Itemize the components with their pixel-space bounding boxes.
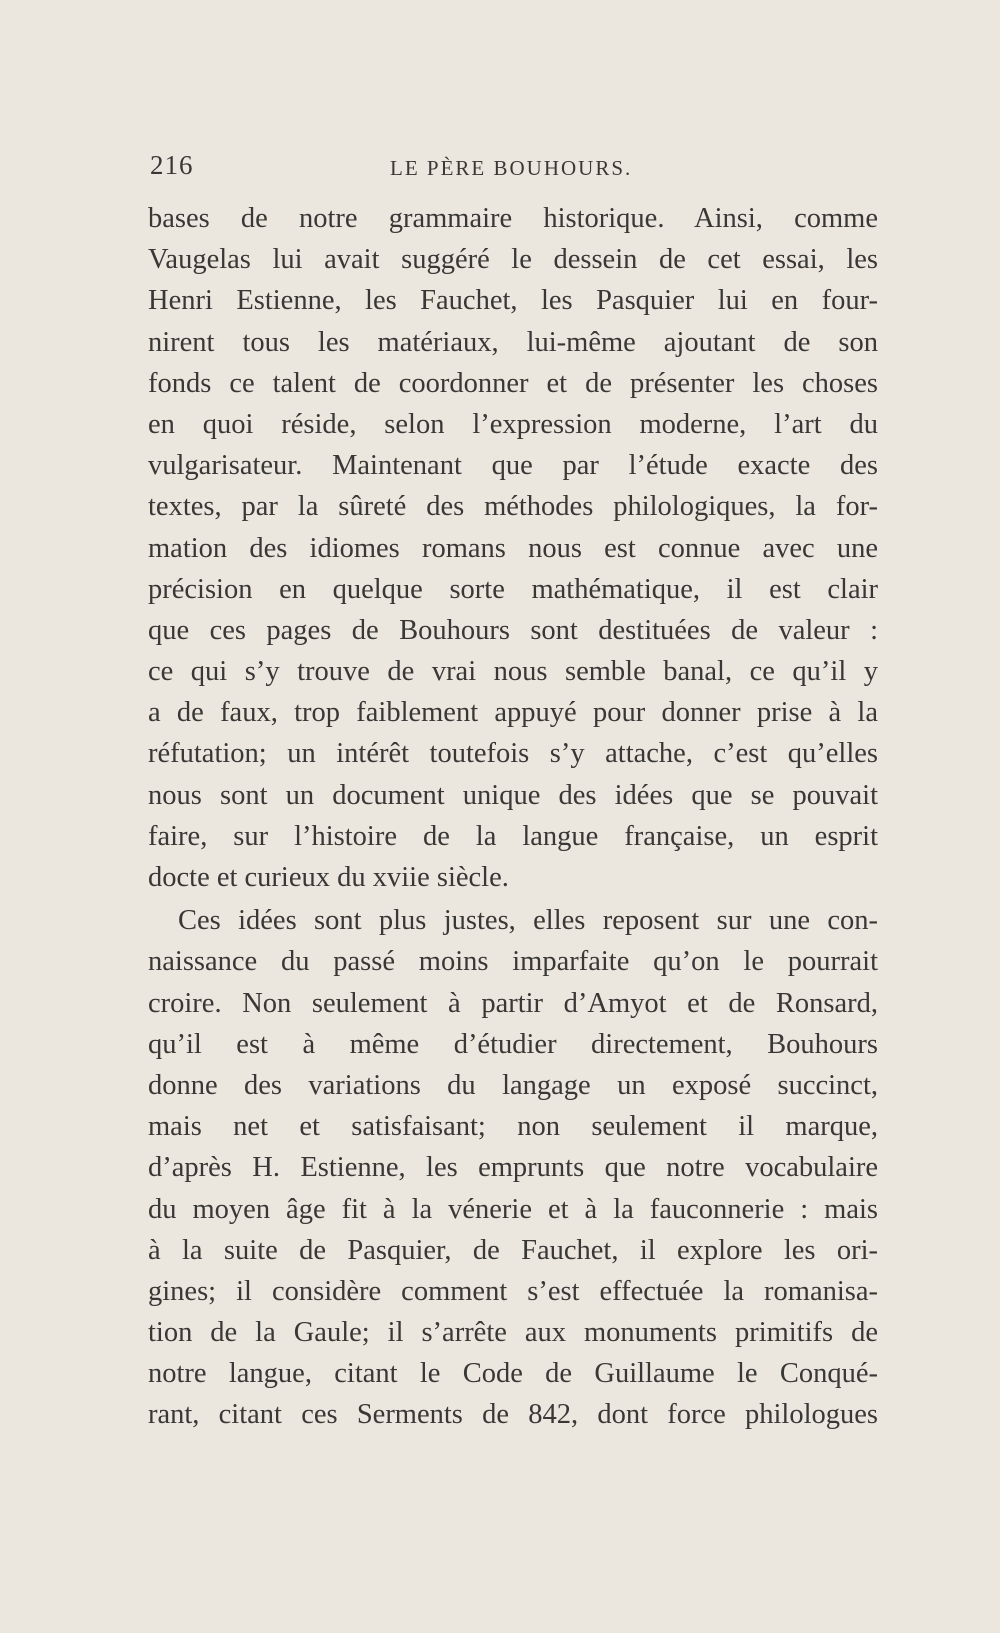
text-line: bases de notre grammaire historique. Ainsi, comme	[148, 203, 878, 234]
text-line: Vaugelas lui avait suggéré le dessein de cet essai, les	[148, 244, 878, 276]
text-line: d’après H. Estienne, les emprunts que notre vocabulaire	[148, 1152, 878, 1184]
text-line: Ces idées sont plus justes, elles reposent sur une con-	[178, 905, 878, 937]
body-text	[148, 198, 878, 1436]
text-line: qu’il est à même d’étudier directement, Bouhours	[148, 1028, 878, 1060]
text-line: Henri Estienne, les Fauchet, les Pasquier lui en four-	[148, 285, 878, 317]
text-line: en quoi réside, selon l’expression moderne, l’art du	[148, 408, 878, 440]
text-line: mation des idiomes romans nous est connue avec une	[148, 532, 878, 564]
text-line: mais net et satisfaisant; non seulement il marque,	[148, 1111, 878, 1143]
text-line: du moyen âge fit à la vénerie et à la fauconnerie : mais	[148, 1193, 878, 1225]
text-line: réfutation; un intérêt toutefois s’y attache, c’est qu’elles	[148, 738, 878, 770]
paragraph-1	[148, 198, 878, 898]
text-line: a de faux, trop faiblement appuyé pour donner prise à la	[148, 697, 878, 729]
text-line: textes, par la sûreté des méthodes philologiques, la for-	[148, 491, 878, 523]
text-line: précision en quelque sorte mathématique, il est clair	[148, 573, 878, 605]
text-line: naissance du passé moins imparfaite qu’on le pourrait	[148, 946, 878, 978]
running-title: LE PÈRE BOUHOURS.	[390, 156, 633, 180]
text-line: faire, sur l’histoire de la langue française, un esprit	[148, 820, 878, 852]
text-line: nirent tous les matériaux, lui-même ajoutant de son	[148, 326, 878, 358]
page-number: 216	[150, 150, 194, 180]
text-line: que ces pages de Bouhours sont destituées de valeur :	[148, 614, 878, 646]
text-line: docte et curieux du xviie siècle.	[148, 862, 509, 893]
text-line: gines; il considère comment s’est effectuée la romanisa-	[148, 1275, 878, 1307]
text-line: nous sont un document unique des idées que se pouvait	[148, 779, 878, 811]
text-line: ce qui s’y trouve de vrai nous semble banal, ce qu’il y	[148, 656, 878, 688]
text-line: croire. Non seulement à partir d’Amyot et de Ronsard,	[148, 987, 878, 1019]
text-line: fonds ce talent de coordonner et de présenter les choses	[148, 367, 878, 399]
text-line: tion de la Gaule; il s’arrête aux monuments primitifs de	[148, 1317, 878, 1349]
text-line: rant, citant ces Serments de 842, dont force philologues	[148, 1399, 878, 1431]
text-line: à la suite de Pasquier, de Fauchet, il explore les ori-	[148, 1234, 878, 1266]
text-line: donne des variations du langage un exposé succinct,	[148, 1069, 878, 1101]
text-line: vulgarisateur. Maintenant que par l’étude exacte des	[148, 450, 878, 482]
text-line: notre langue, citant le Code de Guillaume le Conqué-	[148, 1358, 878, 1390]
paragraph-2	[148, 900, 878, 1435]
running-header	[150, 150, 875, 190]
